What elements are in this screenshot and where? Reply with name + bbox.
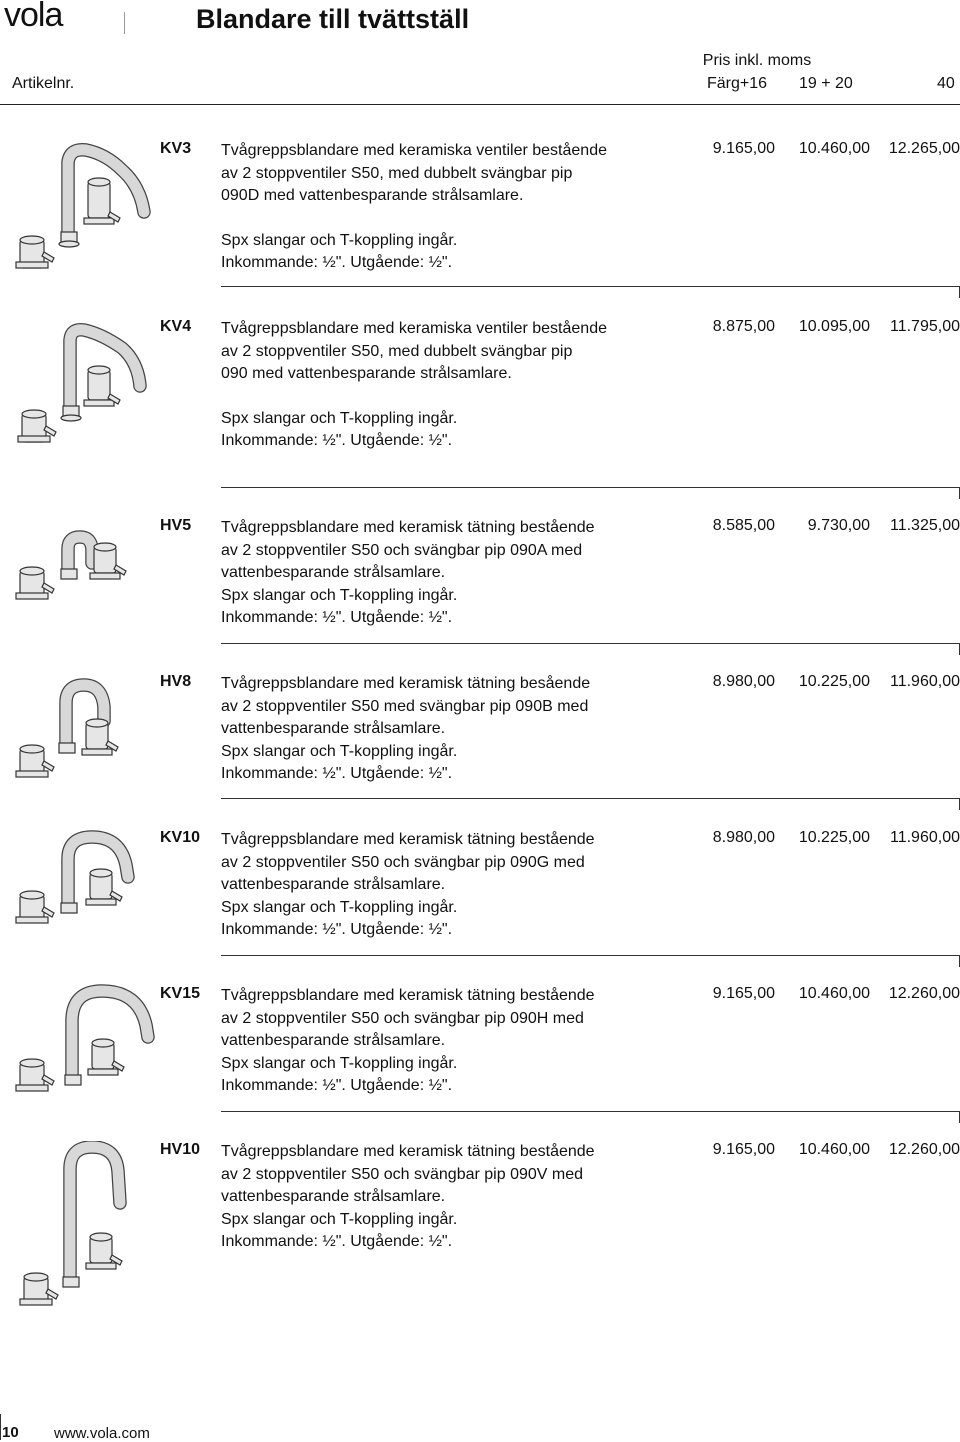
description-line: Spx slangar och T-koppling ingår. [221, 1054, 458, 1072]
logo-text: vola [4, 0, 63, 34]
description-line: Tvågreppsblandare med keramisk tätning bestående [221, 519, 595, 536]
page-number: 10 [2, 1424, 19, 1441]
product-code: KV3 [160, 140, 192, 157]
product-code: KV4 [160, 318, 192, 335]
product-description [221, 318, 681, 453]
price-40: 11.325,00 [890, 517, 960, 534]
price-farg16: 9.165,00 [712, 140, 775, 157]
description-line: Tvågreppsblandare med keramiska ventiler bestående [221, 320, 607, 337]
description-line: av 2 stoppventiler S50, med dubbelt svängbar pip [221, 164, 573, 182]
vola-logo [2, 0, 74, 36]
price-40: 11.960,00 [890, 829, 960, 846]
price-farg16: 9.165,00 [712, 985, 775, 1002]
description-line: Inkommande: ½". Utgående: ½". [221, 765, 453, 782]
price-farg16: 8.980,00 [712, 829, 775, 846]
product-code: KV10 [160, 829, 201, 846]
product-image [10, 140, 160, 285]
price-19-20: 10.225,00 [798, 829, 870, 846]
description-line: Spx slangar och T-koppling ingår. [221, 409, 458, 427]
description-line: Inkommande: ½". Utgående: ½". [221, 254, 453, 271]
description-line: vattenbesparande strålsamlare. [221, 720, 446, 737]
price-40: 12.265,00 [888, 140, 960, 157]
description-line: Spx slangar och T-koppling ingår. [221, 898, 458, 916]
header-rule [0, 104, 960, 105]
description-line: vattenbesparande strålsamlare. [221, 876, 446, 893]
description-line: Spx slangar och T-koppling ingår. [221, 586, 458, 604]
price-19-20: 10.095,00 [798, 318, 870, 335]
description-line: Tvågreppsblandare med keramiska ventiler bestående [221, 142, 607, 159]
product-description [221, 673, 681, 786]
footer-tick [0, 1414, 1, 1440]
description-line: vattenbesparande strålsamlare. [221, 564, 446, 581]
description-line: Tvågreppsblandare med keramisk tätning bestående [221, 1143, 595, 1160]
row-divider [221, 286, 960, 287]
description-line: av 2 stoppventiler S50 och svängbar pip 090A med [221, 541, 583, 559]
description-line: Inkommande: ½". Utgående: ½". [221, 432, 453, 449]
price-19-20: 9.730,00 [807, 517, 870, 534]
price-19-20: 10.460,00 [798, 1141, 870, 1158]
description-line: Inkommande: ½". Utgående: ½". [221, 1233, 453, 1250]
footer-url-link[interactable]: www.vola.com [54, 1425, 150, 1442]
description-line: vattenbesparande strålsamlare. [221, 1032, 446, 1049]
description-line: vattenbesparande strålsamlare. [221, 1188, 446, 1205]
price-farg16: 8.875,00 [712, 318, 775, 335]
description-line: 090 med vattenbesparande strålsamlare. [221, 365, 512, 382]
product-description [221, 829, 681, 942]
product-description [221, 517, 681, 630]
price-note: Pris inkl. moms [702, 52, 812, 69]
product-code: HV10 [160, 1141, 201, 1158]
price-farg16: 8.585,00 [712, 517, 775, 534]
price-19-20: 10.460,00 [798, 985, 870, 1002]
description-line: Tvågreppsblandare med keramisk tätning bestående [221, 987, 595, 1004]
price-40: 12.260,00 [888, 1141, 960, 1158]
row-divider [221, 798, 960, 799]
price-19-20: 10.460,00 [798, 140, 870, 157]
description-line: Spx slangar och T-koppling ingår. [221, 742, 458, 760]
description-line: Spx slangar och T-koppling ingår. [221, 1210, 458, 1228]
row-divider [221, 487, 960, 488]
row-divider [221, 1111, 960, 1112]
description-line: av 2 stoppventiler S50 med svängbar pip 090B med [221, 697, 589, 715]
product-image [10, 318, 160, 463]
description-line: Tvågreppsblandare med keramisk tätning bestående [221, 831, 595, 848]
description-line: Inkommande: ½". Utgående: ½". [221, 1077, 453, 1094]
page-title: Blandare till tvättställ [196, 4, 470, 34]
product-image [10, 1141, 160, 1326]
product-description [221, 140, 681, 275]
column-header-19-20: 19 + 20 [799, 75, 853, 92]
column-header-farg16: Färg+16 [707, 75, 768, 92]
product-code: KV15 [160, 985, 201, 1002]
header-divider [124, 12, 125, 34]
description-line: av 2 stoppventiler S50 och svängbar pip 090H med [221, 1009, 584, 1027]
price-farg16: 9.165,00 [712, 1141, 775, 1158]
description-line: Inkommande: ½". Utgående: ½". [221, 609, 453, 626]
description-line: Tvågreppsblandare med keramisk tätning besående [221, 675, 591, 692]
product-image [10, 673, 160, 798]
description-line: av 2 stoppventiler S50 och svängbar pip 090G med [221, 853, 585, 871]
product-image [10, 829, 160, 944]
product-code: HV5 [160, 517, 192, 534]
price-40: 12.260,00 [888, 985, 960, 1002]
row-divider [221, 643, 960, 644]
price-farg16: 8.980,00 [712, 673, 775, 690]
product-code: HV8 [160, 673, 192, 690]
description-line: av 2 stoppventiler S50 och svängbar pip 090V med [221, 1165, 584, 1183]
product-image [10, 981, 160, 1116]
description-line: 090D med vattenbesparande strålsamlare. [221, 187, 524, 204]
product-description [221, 985, 681, 1098]
column-header-40: 40 [937, 75, 955, 92]
column-header-article: Artikelnr. [12, 75, 75, 92]
description-line: Spx slangar och T-koppling ingår. [221, 231, 458, 249]
price-40: 11.795,00 [890, 318, 960, 335]
product-image [10, 517, 160, 622]
price-40: 11.960,00 [890, 673, 960, 690]
row-divider [221, 955, 960, 956]
product-description [221, 1141, 681, 1254]
price-19-20: 10.225,00 [798, 673, 870, 690]
description-line: Inkommande: ½". Utgående: ½". [221, 921, 453, 938]
description-line: av 2 stoppventiler S50, med dubbelt svängbar pip [221, 342, 573, 360]
